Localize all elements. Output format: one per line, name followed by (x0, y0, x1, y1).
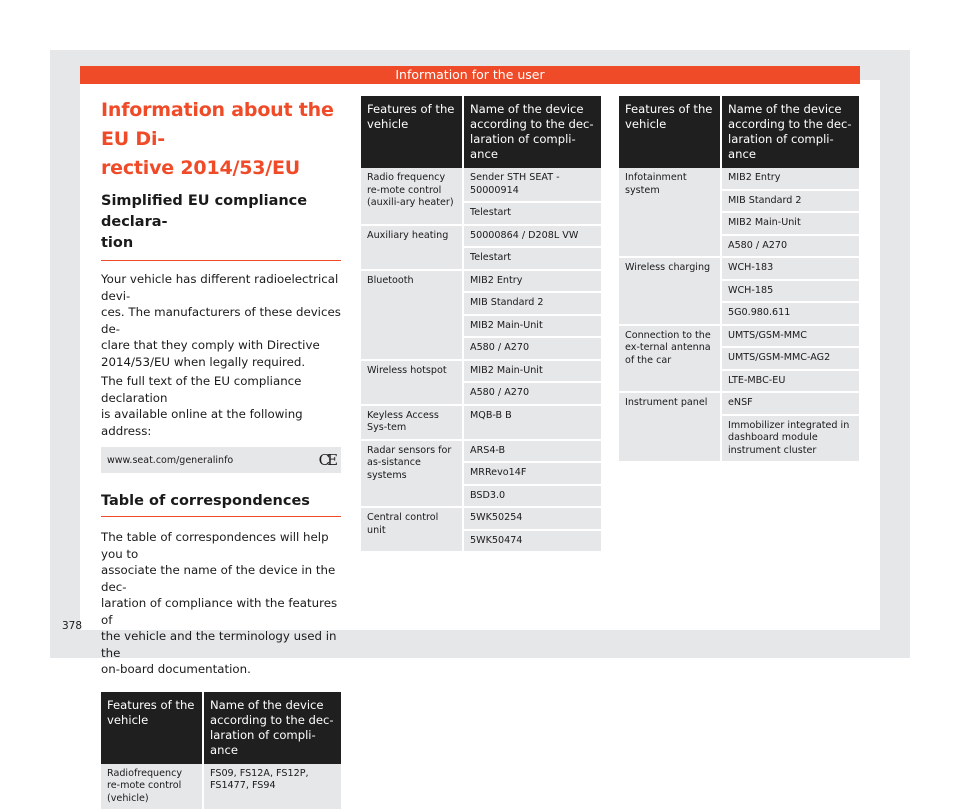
table-row (361, 506, 601, 529)
table-row (101, 764, 341, 809)
section-heading-compliance (101, 191, 341, 261)
device-name-cell: 5G0.980.611 (722, 301, 859, 324)
compliance-url[interactable]: www.seat.com/generalinfo (107, 455, 233, 466)
device-name-cell: MIB2 Entry (722, 168, 859, 189)
left-column (101, 96, 341, 809)
table-row (619, 324, 859, 347)
feature-cell: Radio frequency re-mote control (auxili-ary heater) (361, 168, 464, 224)
table-row (619, 391, 859, 414)
device-name-cell: MRRevo14F (464, 461, 601, 484)
feature-cell: Auxiliary heating (361, 224, 464, 269)
text-line: is available online at the following address: (101, 407, 303, 438)
table-row (361, 269, 601, 292)
feature-cell: Connection to the ex-ternal antenna of the car (619, 324, 722, 392)
device-name-cell: MIB Standard 2 (722, 189, 859, 212)
header-device-name: Name of the device according to the dec-laration of compli-ance (464, 96, 601, 168)
middle-column (361, 96, 601, 551)
device-name-cell: A580 / A270 (464, 336, 601, 359)
table-row (361, 224, 601, 247)
device-name-cell: WCH-183 (722, 256, 859, 279)
device-name-cell: LTE-MBC-EU (722, 369, 859, 392)
correspondence-table-1 (101, 692, 341, 809)
subtitle-line-1: Simplified EU compliance declara- (101, 193, 307, 230)
device-name-cell: Immobilizer integrated in dashboard module instrument cluster (722, 414, 859, 462)
text-line: The table of correspondences will help you to (101, 530, 329, 561)
table-row (361, 439, 601, 462)
text-line: clare that they comply with Directive (101, 338, 320, 352)
section-heading-correspondences: Table of correspondences (101, 491, 341, 517)
feature-cell: Radiofrequency re-mote control (vehicle) (101, 764, 204, 809)
correspondence-table-3 (619, 96, 859, 461)
text-line: the vehicle and the terminology used in the (101, 629, 337, 660)
paragraph-fulltext (101, 373, 341, 439)
device-name-cell: FS09, FS12A, FS12P, FS1477, FS94 (204, 764, 341, 809)
title-line-2: rective 2014/53/EU (101, 157, 300, 179)
feature-cell: Bluetooth (361, 269, 464, 359)
device-name-cell: MIB Standard 2 (464, 291, 601, 314)
feature-cell: Infotainment system (619, 168, 722, 256)
table-row (619, 168, 859, 189)
device-name-cell: eNSF (722, 391, 859, 414)
paragraph-correspondences (101, 529, 341, 678)
device-name-cell: Sender STH SEAT - 50000914 (464, 168, 601, 201)
table-row (361, 359, 601, 382)
header-features: Features of the vehicle (619, 96, 722, 168)
device-name-cell: BSD3.0 (464, 484, 601, 507)
subtitle-line-2: tion (101, 235, 133, 251)
text-line: 2014/53/EU when legally required. (101, 355, 305, 369)
text-line: associate the name of the device in the dec- (101, 563, 335, 594)
device-name-cell: A580 / A270 (722, 234, 859, 257)
paragraph-devices (101, 271, 341, 370)
device-name-cell: A580 / A270 (464, 381, 601, 404)
text-line: laration of compliance with the features of (101, 596, 337, 627)
table-row (361, 168, 601, 201)
feature-cell: Radar sensors for as-sistance systems (361, 439, 464, 507)
correspondence-table-2 (361, 96, 601, 551)
ce-mark-icon: CE (319, 451, 335, 469)
page-title (101, 96, 341, 183)
page-header: Information for the user (80, 66, 860, 84)
text-line: on-board documentation. (101, 662, 251, 676)
feature-cell: Instrument panel (619, 391, 722, 461)
device-name-cell: UMTS/GSM-MMC-AG2 (722, 346, 859, 369)
device-name-cell: UMTS/GSM-MMC (722, 324, 859, 347)
header-features: Features of the vehicle (101, 692, 204, 764)
device-name-cell: MQB-B B (464, 404, 601, 439)
feature-cell: Wireless charging (619, 256, 722, 324)
text-line: Your vehicle has different radioelectrical devi- (101, 272, 338, 303)
device-name-cell: Telestart (464, 201, 601, 224)
right-column (619, 96, 859, 461)
feature-cell: Central control unit (361, 506, 464, 551)
header-features: Features of the vehicle (361, 96, 464, 168)
device-name-cell: MIB2 Entry (464, 269, 601, 292)
header-device-name: Name of the device according to the dec-laration of compli-ance (722, 96, 859, 168)
device-name-cell: 5WK50254 (464, 506, 601, 529)
table-row (361, 404, 601, 439)
device-name-cell: Telestart (464, 246, 601, 269)
device-name-cell: 50000864 / D208L VW (464, 224, 601, 247)
title-line-1: Information about the EU Di- (101, 99, 334, 150)
device-name-cell: 5WK50474 (464, 529, 601, 552)
device-name-cell: MIB2 Main-Unit (464, 359, 601, 382)
text-line: The full text of the EU compliance declaration (101, 374, 301, 405)
device-name-cell: WCH-185 (722, 279, 859, 302)
device-name-cell: MIB2 Main-Unit (722, 211, 859, 234)
feature-cell: Wireless hotspot (361, 359, 464, 404)
page-number: 378 (62, 620, 82, 632)
device-name-cell: ARS4-B (464, 439, 601, 462)
device-name-cell: MIB2 Main-Unit (464, 314, 601, 337)
header-device-name: Name of the device according to the dec-laration of compli-ance (204, 692, 341, 764)
feature-cell: Keyless Access Sys-tem (361, 404, 464, 439)
table-row (619, 256, 859, 279)
url-box (101, 447, 341, 473)
text-line: ces. The manufacturers of these devices de- (101, 305, 341, 336)
